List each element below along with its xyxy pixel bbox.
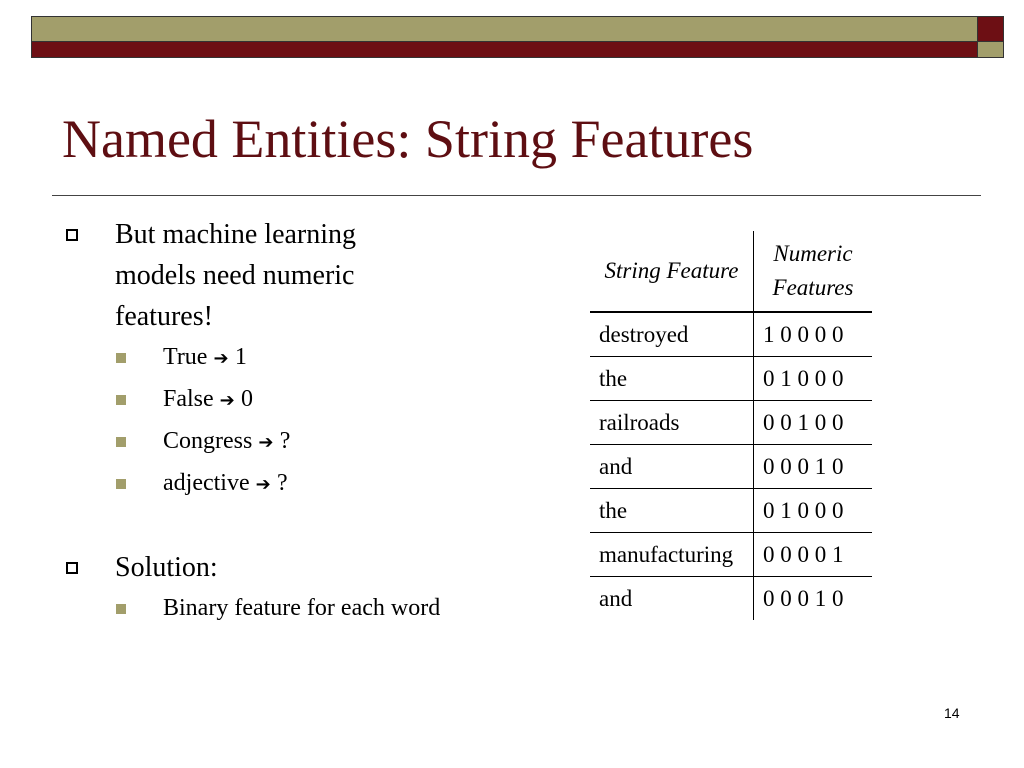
table-row: [590, 357, 872, 401]
header-corner-olive: [978, 42, 1004, 58]
cell-numeric: 0 0 1 0 0: [754, 401, 873, 445]
cell-string: the: [590, 357, 754, 401]
cell-numeric: 0 1 0 0 0: [754, 489, 873, 533]
sub-bullet-text: Binary feature for each word: [163, 595, 441, 621]
sub-bullet-item: [62, 463, 532, 505]
bullet-list: [62, 214, 532, 629]
hollow-square-bullet-icon: [66, 229, 78, 241]
cell-numeric: 1 0 0 0 0: [754, 312, 873, 357]
table-row: [590, 577, 872, 621]
header-string-feature: String Feature: [590, 231, 754, 312]
header-band-maroon: [31, 42, 978, 58]
bullet-item: [62, 547, 532, 588]
cell-string: the: [590, 489, 754, 533]
arrow-right-icon: ➔: [219, 390, 242, 411]
sub-bullet-item: [62, 588, 532, 629]
table-row: [590, 445, 872, 489]
sub-bullet-item: [62, 337, 532, 379]
cell-string: and: [599, 585, 633, 611]
spacer: [62, 505, 532, 547]
title-divider: [52, 195, 981, 196]
feature-table: [590, 231, 872, 620]
sub-bullet-left: adjective: [163, 470, 250, 496]
cell-string: railroads: [590, 401, 754, 445]
table-header-row: [590, 231, 872, 312]
table-row: [590, 533, 872, 577]
sub-bullet-left: Congress: [163, 428, 253, 454]
cell-numeric: 0 0 0 1 0: [754, 577, 873, 621]
table-row: [590, 312, 872, 357]
sub-bullet-right: 1: [234, 344, 247, 370]
arrow-right-icon: ➔: [213, 348, 235, 369]
header-band-olive: [31, 16, 978, 42]
sub-bullet-right: 0: [241, 386, 254, 412]
sub-bullet-item: [62, 379, 532, 421]
bullet-text: Solution:: [115, 552, 218, 583]
header-numeric-features: Numeric Features: [754, 231, 873, 312]
square-bullet-icon: [116, 437, 126, 447]
sub-bullet-item: [62, 421, 532, 463]
table-row: [590, 401, 872, 445]
page-number: 14: [944, 705, 960, 721]
sub-bullet-right: ?: [279, 428, 291, 454]
bullet-item: [62, 214, 532, 337]
square-bullet-icon: [116, 353, 126, 363]
sub-bullet-right: ?: [276, 470, 288, 496]
cell-string: destroyed: [590, 312, 754, 357]
sub-bullet-left: False: [163, 386, 214, 412]
cell-string: and: [590, 445, 754, 489]
square-bullet-icon: [116, 604, 126, 614]
slide-title: Named Entities: String Features: [62, 109, 754, 169]
cell-numeric: 0 0 0 1 0: [754, 445, 873, 489]
hollow-square-bullet-icon: [66, 562, 78, 574]
bullet-text: But machine learning models need numeric features!: [115, 219, 357, 332]
cell-string: manufacturing: [590, 533, 754, 577]
square-bullet-icon: [116, 479, 126, 489]
square-bullet-icon: [116, 395, 126, 405]
arrow-right-icon: ➔: [255, 474, 277, 495]
cell-numeric: 0 1 0 0 0: [754, 357, 873, 401]
sub-bullet-left: True: [163, 344, 208, 370]
cell-numeric: 0 0 0 0 1: [754, 533, 873, 577]
arrow-right-icon: ➔: [258, 432, 280, 453]
table-row: [590, 489, 872, 533]
header-corner-maroon: [978, 16, 1004, 42]
